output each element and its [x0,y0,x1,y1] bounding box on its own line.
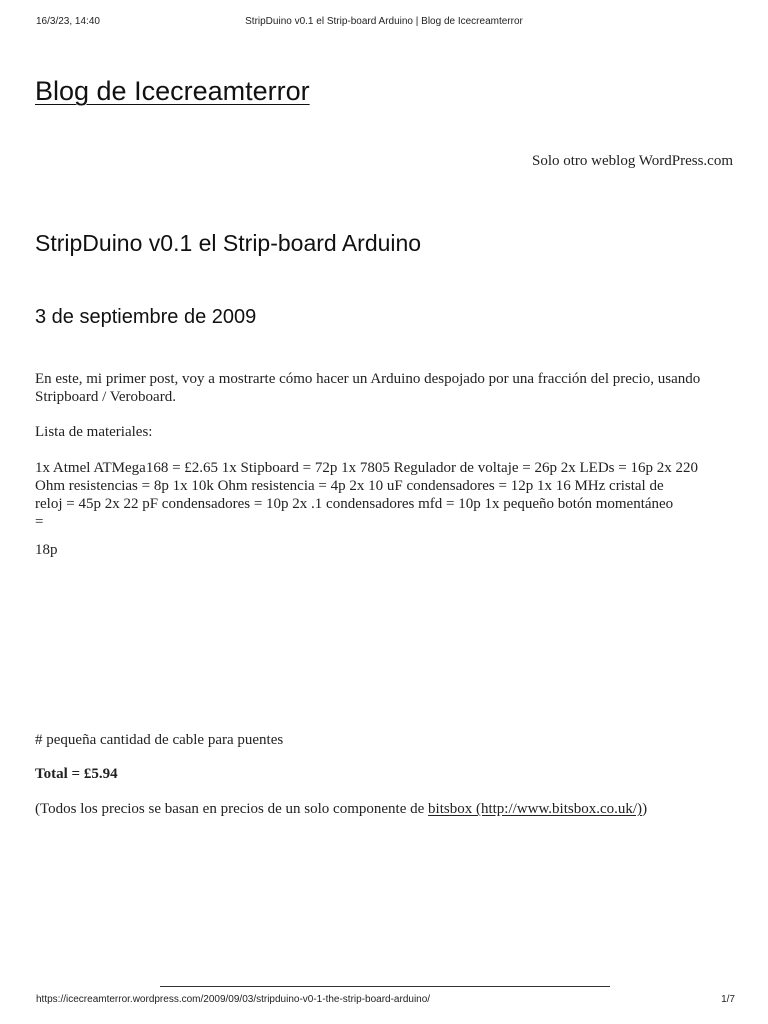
bitsbox-link[interactable]: bitsbox (http://www.bitsbox.co.uk/) [428,801,643,817]
prices-note [35,800,735,818]
print-date: 16/3/23, 14:40 [36,16,100,27]
materials-line: 1x Atmel ATMega168 = £2.65 1x Stipboard = 72p 1x 7805 Regulador de voltaje = 26p 2x LEDs = 16p 2x 220 [35,460,698,476]
prices-prefix: (Todos los precios se basan en precios de un solo componente de [35,801,429,817]
prices-suffix: ) [642,801,648,817]
print-url: https://icecreamterror.wordpress.com/2009/09/03/stripduino-v0-1-the-strip-board-arduino/ [36,994,431,1005]
blog-tagline: Solo otro weblog WordPress.com [531,153,733,169]
cable-note: # pequeña cantidad de cable para puentes [35,732,284,748]
materials-line: = [35,514,44,530]
print-header [0,16,768,32]
post-title: StripDuino v0.1 el Strip-board Arduino [35,230,422,256]
post-date: 3 de septiembre de 2009 [35,306,257,328]
print-document-title: StripDuino v0.1 el Strip-board Arduino | Blog de Icecreamterror [245,16,523,27]
total-price: Total = £5.94 [35,766,118,782]
materials-line: reloj = 45p 2x 22 pF condensadores = 10p 2x .1 condensadores mfd = 10p 1x pequeño botón momentáneo [35,496,674,512]
blog-title-link[interactable]: Blog de Icecreamterror [35,76,310,106]
footer-divider [160,986,610,987]
page-number: 1/7 [721,994,735,1005]
materials-label: Lista de materiales: [35,424,153,440]
materials-list [35,459,735,531]
materials-line: Ohm resistencias = 8p 1x 10k Ohm resistencia = 4p 2x 10 uF condensadores = 12p 1x 16 MHz cristal de [35,478,664,494]
materials-continued: 18p [35,542,58,558]
post-intro: En este, mi primer post, voy a mostrarte cómo hacer un Arduino despojado por una fracción del precio, usando Stripboard / Veroboard. [35,371,701,405]
